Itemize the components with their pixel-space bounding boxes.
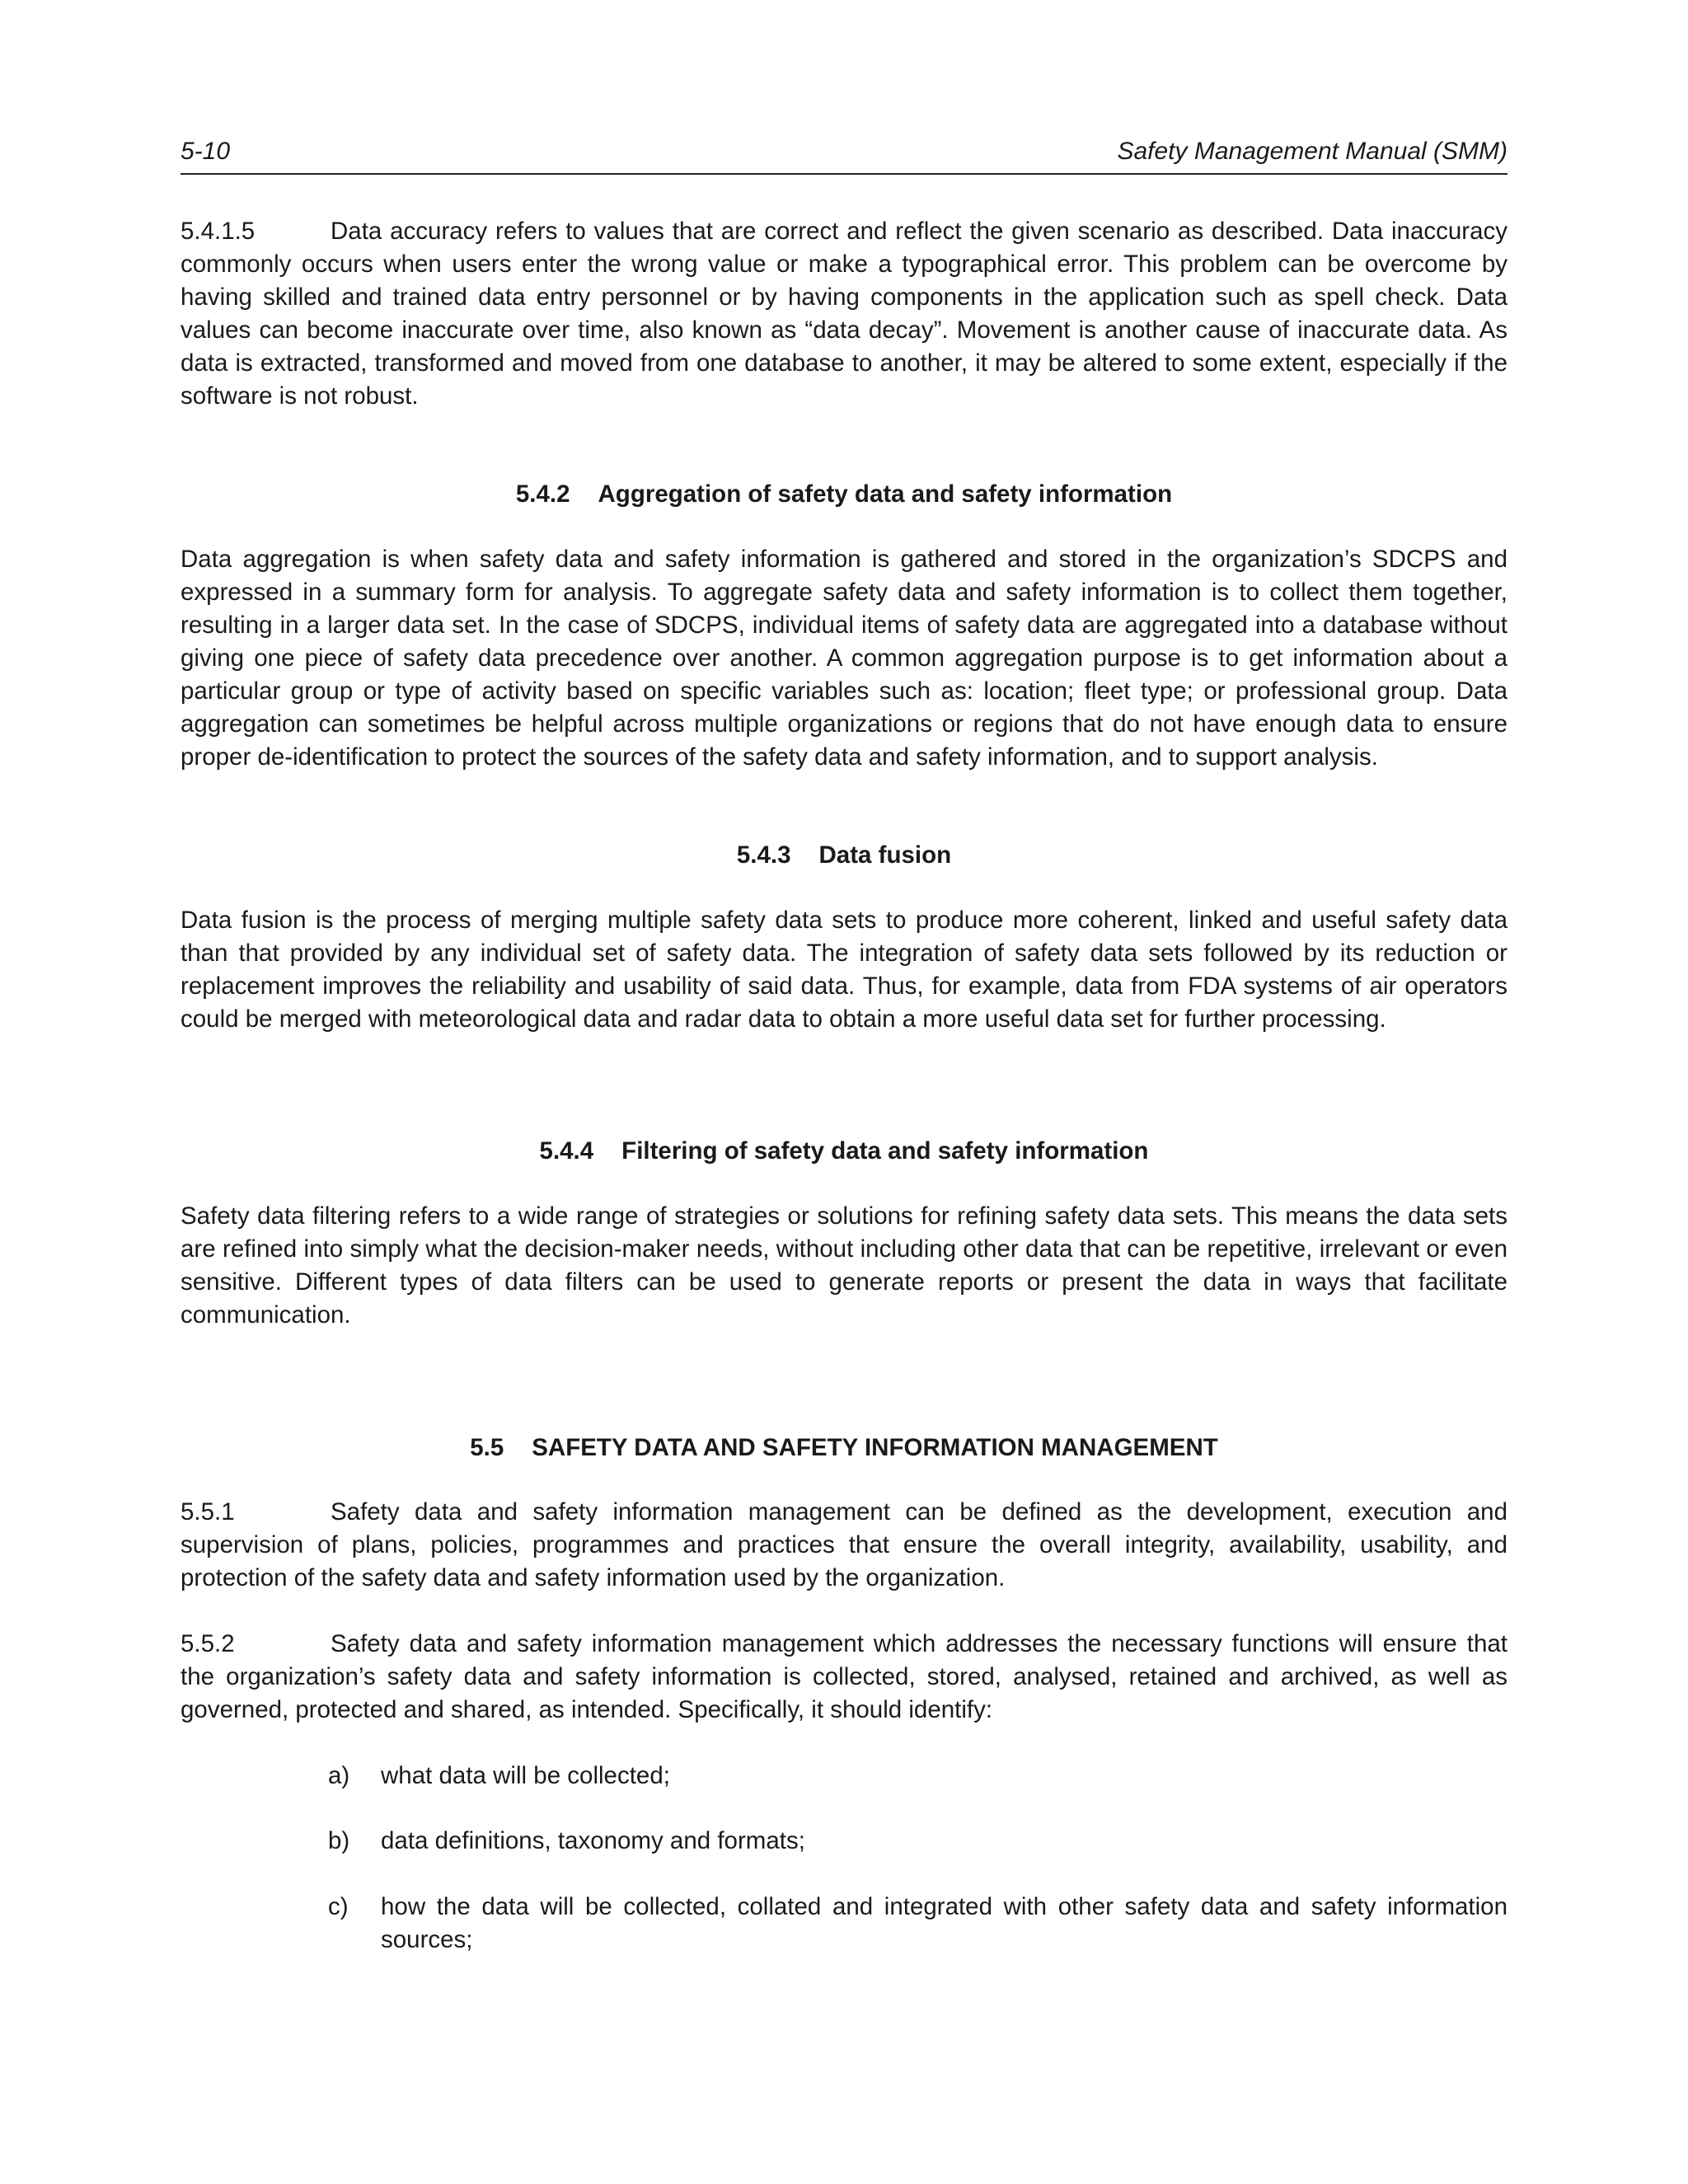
section-title: SAFETY DATA AND SAFETY INFORMATION MANAGEMENT xyxy=(532,1434,1218,1461)
list-item xyxy=(328,1825,1507,1858)
section-heading-5-4-3 xyxy=(181,839,1507,872)
list-marker: c) xyxy=(328,1893,349,1920)
section-number: 5.4.4 xyxy=(539,1137,594,1165)
section-heading-5-4-4 xyxy=(181,1135,1507,1168)
list-marker: a) xyxy=(328,1762,350,1789)
list-item-text: data definitions, taxonomy and formats; xyxy=(381,1827,805,1854)
document-title: Safety Management Manual (SMM) xyxy=(1117,138,1507,165)
paragraph-text: Data aggregation is when safety data and safety information is gathered and stored in the organization’s SDCPS and expressed in a summary form for analysis. To aggregate safety data and safety information is to collect them together, resulting in a larger data set. In the case of SDCPS, individual items of safety data are aggregated into a database without giving one piece of safety data precedence over another. A common aggregation purpose is to get information about a particular group or type of activity based on specific variables such as: location; fleet type; or professional group. Data aggregation can sometimes be helpful across multiple organizations or regions that do not have enough data to ensure proper de-identification to protect the sources of the safety data and safety information, and to support analysis. xyxy=(181,546,1507,771)
list-item-text: how the data will be collected, collated and integrated with other safety data and safety information sources; xyxy=(381,1893,1507,1953)
paragraph-text: Data accuracy refers to values that are correct and reflect the given scenario as described. Data inaccuracy commonly occurs when users enter the wrong value or make a typographical error. This problem can be overcome by having skilled and trained data entry personnel or by having components in the application such as spell check. Data values can become inaccurate over time, also known as “data decay”. Movement is another cause of inaccurate data. As data is extracted, transformed and moved from one database to another, it may be altered to some extent, especially if the software is not robust. xyxy=(181,218,1507,410)
paragraph-5-5-2 xyxy=(181,1628,1507,1727)
list-item xyxy=(328,1891,1507,1957)
section-title: Aggregation of safety data and safety information xyxy=(598,480,1173,508)
paragraph-number: 5.5.1 xyxy=(181,1498,235,1526)
list-item xyxy=(328,1760,1507,1793)
paragraph-5-4-2 xyxy=(181,543,1507,774)
list-item-text: what data will be collected; xyxy=(381,1762,670,1789)
section-title: Data fusion xyxy=(818,841,952,869)
paragraph-5-5-1 xyxy=(181,1496,1507,1595)
section-heading-5-4-2 xyxy=(181,478,1507,511)
page-number: 5-10 xyxy=(181,138,231,165)
paragraph-5-4-4 xyxy=(181,1200,1507,1332)
section-number: 5.5 xyxy=(470,1434,504,1461)
page-header xyxy=(181,132,1507,175)
section-heading-5-5 xyxy=(181,1432,1507,1465)
section-number: 5.4.3 xyxy=(736,841,791,869)
paragraph-text: Safety data filtering refers to a wide range of strategies or solutions for refining safety data sets. This means the data sets are refined into simply what the decision-maker needs, without including other data that can be repetitive, irrelevant or even sensitive. Different types of data filters can be used to generate reports or present the data in ways that facilitate communication. xyxy=(181,1202,1507,1329)
paragraph-5-4-3 xyxy=(181,904,1507,1036)
paragraph-5-4-1-5 xyxy=(181,215,1507,413)
paragraph-number: 5.5.2 xyxy=(181,1630,235,1657)
paragraph-text: Safety data and safety information management which addresses the necessary functions will ensure that the organization’s safety data and safety information is collected, stored, analysed, retained and archived, as well as governed, protected and shared, as intended. Specifically, it should identify: xyxy=(181,1630,1507,1723)
section-number: 5.4.2 xyxy=(515,480,570,508)
list-marker: b) xyxy=(328,1827,350,1854)
section-title: Filtering of safety data and safety information xyxy=(621,1137,1149,1165)
paragraph-text: Data fusion is the process of merging multiple safety data sets to produce more coherent, linked and useful safety data than that provided by any individual set of safety data. The integration of safety data sets followed by its reduction or replacement improves the reliability and usability of said data. Thus, for example, data from FDA systems of air operators could be merged with meteorological data and radar data to obtain a more useful data set for further processing. xyxy=(181,907,1507,1033)
paragraph-number: 5.4.1.5 xyxy=(181,218,256,245)
paragraph-text: Safety data and safety information management can be defined as the development, execution and supervision of plans, policies, programmes and practices that ensure the overall integrity, availability, usability, and protection of the safety data and safety information used by the organization. xyxy=(181,1498,1507,1591)
